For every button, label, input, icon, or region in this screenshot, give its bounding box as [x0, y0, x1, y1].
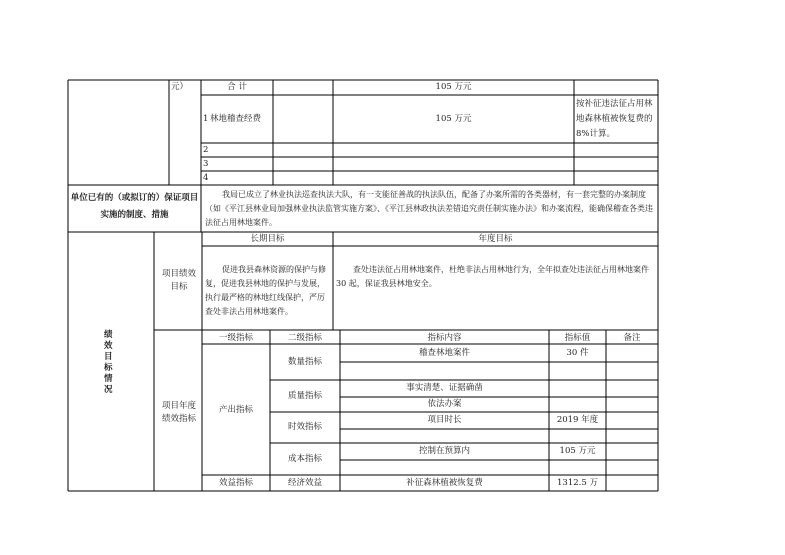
row-3-number: 3	[203, 159, 209, 169]
row-2-number: 2	[203, 145, 209, 155]
timeliness-indicator-label: 时效指标	[287, 422, 322, 432]
project-goal-label: 项目绩效目标	[161, 269, 196, 292]
annual-indicator-label: 项目年度绩效指标	[161, 401, 196, 424]
level1-header: 一级指标	[218, 333, 253, 343]
indicator-content: 稽查林地案件	[418, 348, 470, 358]
economic-benefit-label: 经济效益	[287, 478, 322, 488]
indicator-value: 1312.5 万	[557, 478, 598, 488]
indicator-content: 依法办案	[427, 399, 462, 409]
annual-goal-text: 查处违法征占用林地案件，杜绝非法占用林地行为，全年拟查处违法征占用林地案件 30 起，保证我县林地安全。	[336, 265, 649, 288]
indicator-content: 项目时长	[427, 415, 462, 425]
row-4-number: 4	[203, 173, 209, 183]
indicator-content: 补征森林植被恢复费	[406, 478, 483, 488]
row-1-name: 林地稽查经费	[210, 114, 262, 124]
row-1-note: 按补征违法征占用林地森林植被恢复费的 8%计算。	[576, 99, 653, 139]
indicator-content: 控制在预算内	[418, 446, 470, 456]
output-indicator-label: 产出指标	[218, 405, 253, 415]
content-header: 指标内容	[427, 333, 462, 343]
cost-indicator-label: 成本指标	[287, 454, 322, 464]
quantity-indicator-label: 数量指标	[287, 357, 322, 367]
value-header: 指标值	[564, 333, 591, 343]
indicator-value: 105 万元	[559, 446, 596, 456]
indicator-value: 30 件	[566, 348, 589, 358]
long-term-goal-text: 促进我县森林资源的保护与修复，促进我县林地的保护与发展，执行最严格的林地红线保护，严厉查处非法占用林地案件。	[205, 265, 326, 316]
note-header: 备注	[623, 333, 641, 343]
guarantee-label: 单位已有的（或拟订的）保证项目实施的制度、措施	[70, 193, 199, 220]
indicator-value: 2019 年度	[556, 415, 599, 425]
row-1-amount: 105 万元	[435, 114, 472, 124]
long-term-goal-header: 长期目标	[250, 234, 285, 244]
total-label: 合 计	[227, 82, 247, 92]
benefit-indicator-label: 效益指标	[218, 478, 253, 488]
quality-indicator-label: 质量指标	[287, 391, 322, 401]
performance-side-label: 绩效目标情况	[104, 330, 113, 395]
row-1-number: 1	[203, 114, 209, 124]
total-amount: 105 万元	[435, 82, 472, 92]
indicator-content: 事实清楚、证据确凿	[406, 383, 483, 393]
guarantee-text: 我局已成立了林业执法巡查执法大队，有一支能征善战的执法队伍，配备了办案所需的各类器材，有一套完整的办案制度（如《平江县林业局加强林业执法监管实施方案》、《平江县林政执法差错追究责任制实施办法》和办案流程，能确保稽查各类违法征占用林地案件。	[205, 190, 653, 227]
budget-continued-label: 元）	[171, 82, 189, 92]
level2-header: 二级指标	[287, 333, 322, 343]
annual-goal-header: 年度目标	[478, 234, 513, 244]
